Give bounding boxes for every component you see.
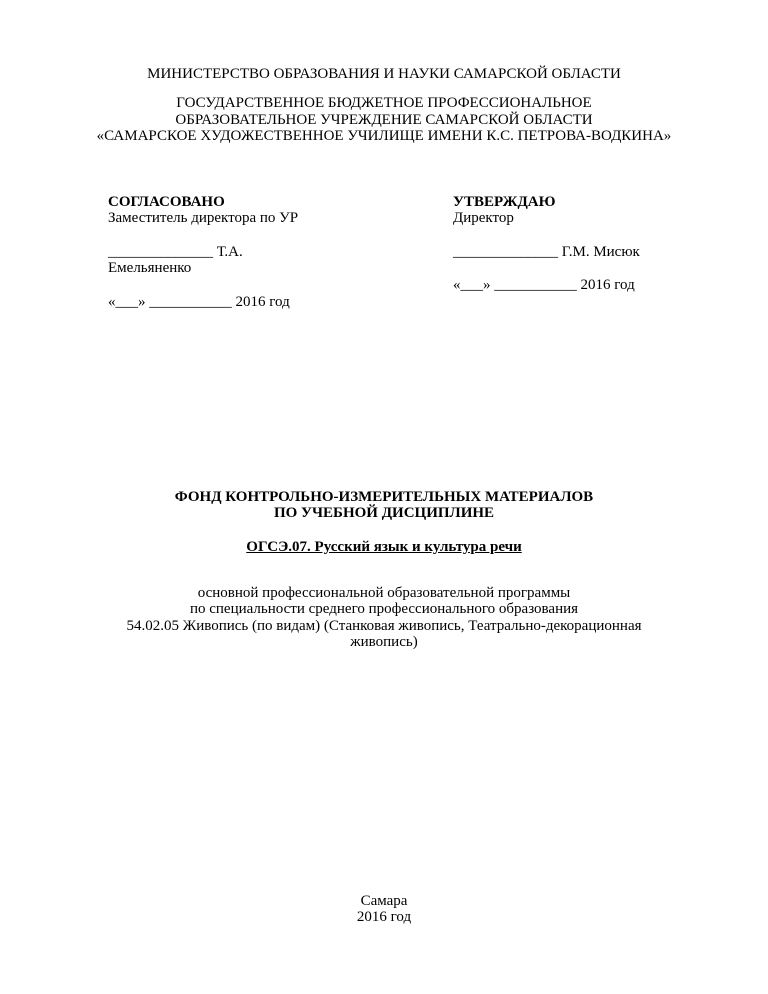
approval-left-signature: ______________ Т.А. bbox=[108, 244, 243, 260]
approval-right-date: «___» ___________ 2016 год bbox=[453, 277, 635, 293]
institution-line-2: ОБРАЗОВАТЕЛЬНОЕ УЧРЕЖДЕНИЕ САМАРСКОЙ ОБЛАСТИ bbox=[175, 112, 593, 128]
institution-line-3: «САМАРСКОЕ ХУДОЖЕСТВЕННОЕ УЧИЛИЩЕ ИМЕНИ К.С. ПЕТРОВА-ВОДКИНА» bbox=[96, 128, 672, 144]
approval-left-title: СОГЛАСОВАНО bbox=[108, 194, 225, 210]
ministry-name: МИНИСТЕРСТВО ОБРАЗОВАНИЯ И НАУКИ САМАРСКОЙ ОБЛАСТИ bbox=[147, 66, 621, 82]
discipline-name-wrap bbox=[0, 539, 768, 555]
approval-left-date: «___» ___________ 2016 год bbox=[108, 294, 290, 310]
footer-year: 2016 год bbox=[356, 909, 412, 925]
approval-left-name: Емельяненко bbox=[108, 260, 192, 276]
program-line-1: основной профессиональной образовательной программы bbox=[197, 585, 571, 601]
document-title-line-1: ФОНД КОНТРОЛЬНО-ИЗМЕРИТЕЛЬНЫХ МАТЕРИАЛОВ bbox=[174, 489, 594, 505]
approval-left-position: Заместитель директора по УР bbox=[108, 210, 299, 226]
approval-right-title: УТВЕРЖДАЮ bbox=[453, 194, 556, 210]
program-line-4: живопись) bbox=[350, 634, 418, 650]
program-line-3: 54.02.05 Живопись (по видам) (Станковая живопись, Театрально-декорационная bbox=[126, 618, 642, 634]
approval-right-signature: ______________ Г.М. Мисюк bbox=[453, 244, 640, 260]
discipline-name: ОГСЭ.07. Русский язык и культура речи bbox=[246, 539, 522, 555]
document-title-line-2: ПО УЧЕБНОЙ ДИСЦИПЛИНЕ bbox=[273, 505, 495, 521]
program-line-2: по специальности среднего профессионального образования bbox=[189, 601, 579, 617]
approval-right-position: Директор bbox=[453, 210, 514, 226]
institution-line-1: ГОСУДАРСТВЕННОЕ БЮДЖЕТНОЕ ПРОФЕССИОНАЛЬНОЕ bbox=[176, 95, 592, 111]
footer-city: Самара bbox=[360, 893, 408, 909]
